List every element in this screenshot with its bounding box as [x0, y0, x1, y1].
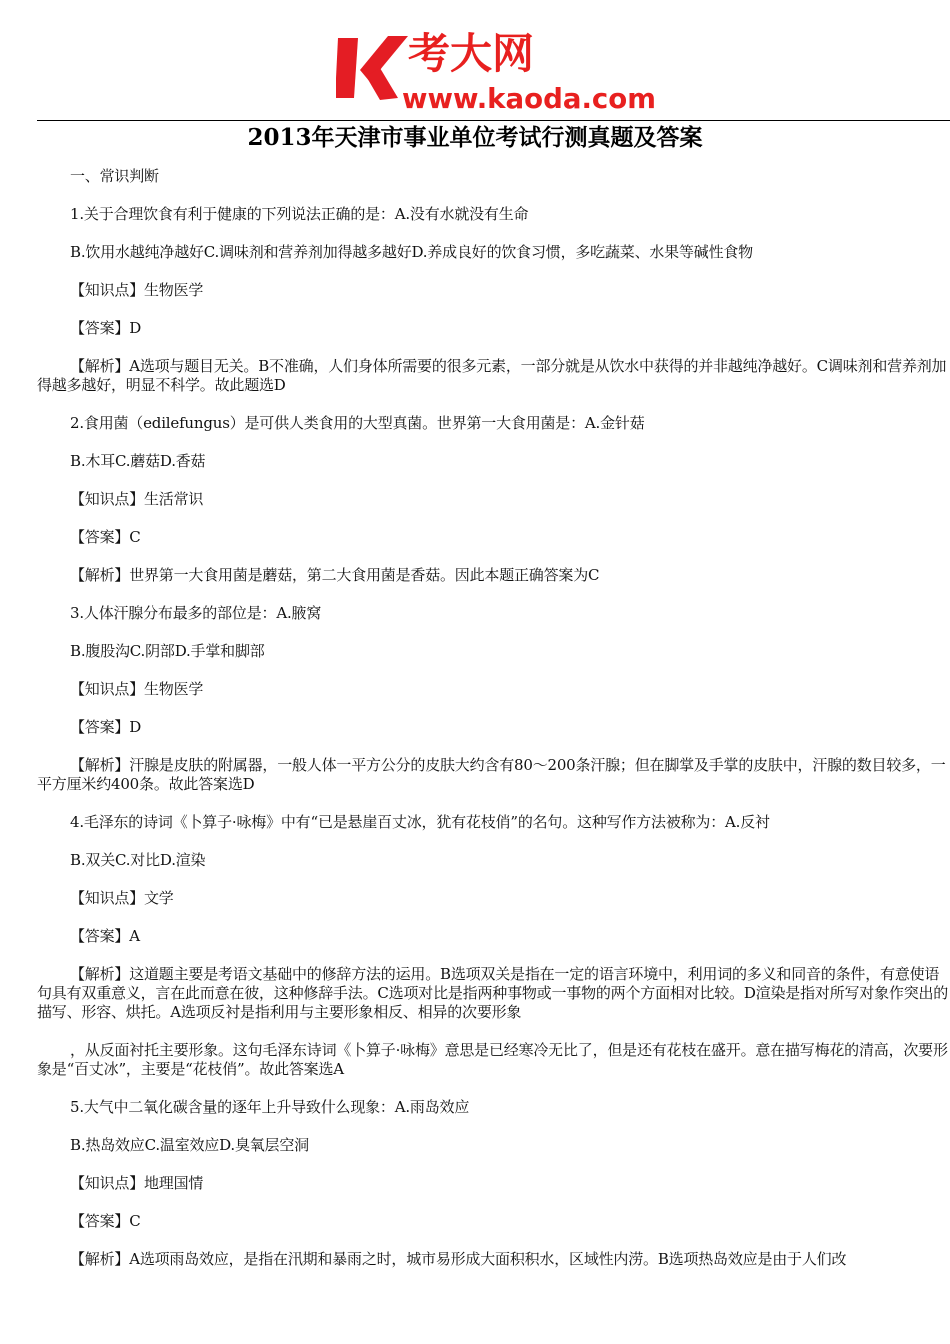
kaoda-logo[interactable]: [336, 26, 660, 114]
k-logo-mark-icon: [336, 36, 408, 100]
kaoda-logo-graphic: [336, 26, 660, 114]
document-paragraph: 【答案】C: [70, 1212, 141, 1230]
document-paragraph: 【答案】C: [70, 528, 141, 546]
document-paragraph: B.饮用水越纯净越好C.调味剂和营养剂加得越多越好D.养成良好的饮食习惯，多吃蔬菜、水果等碱性食物: [70, 243, 753, 261]
document-paragraph: 【知识点】生物医学: [70, 281, 204, 299]
document-paragraph: 2.食用菌（edilefungus）是可供人类食用的大型真菌。世界第一大食用菌是：A.金针菇: [70, 414, 645, 432]
document-paragraph: B.腹股沟C.阴部D.手掌和脚部: [70, 642, 265, 660]
document-paragraph: 5.大气中二氧化碳含量的逐年上升导致什么现象：A.雨岛效应: [70, 1098, 470, 1116]
document-paragraph: B.木耳C.蘑菇D.香菇: [70, 452, 206, 470]
document-paragraph: 【知识点】生物医学: [70, 680, 204, 698]
document-paragraph: 【答案】D: [70, 718, 142, 736]
logo-url-text: www.kaoda.com: [402, 82, 656, 114]
document-paragraph: 【知识点】地理国情: [70, 1174, 204, 1192]
document-paragraph: ，从反面衬托主要形象。这句毛泽东诗词《卜算子·咏梅》意思是已经寒冷无比了，但是还有花枝在盛开。意在描写梅花的清高，次要形象是“百丈冰”，主要是“花枝俏”。故此答案选A: [37, 1041, 948, 1078]
document-paragraph: 1.关于合理饮食有利于健康的下列说法正确的是：A.没有水就没有生命: [70, 205, 529, 223]
document-paragraph: 【答案】A: [70, 927, 140, 945]
document-paragraph: 一、常识判断: [70, 167, 159, 185]
document-paragraph: 【答案】D: [70, 319, 142, 337]
document-paragraph: 4.毛泽东的诗词《卜算子·咏梅》中有“已是悬崖百丈冰，犹有花枝俏”的名句。这种写作方法被称为：A.反衬: [70, 813, 770, 831]
document-paragraph: 3.人体汗腺分布最多的部位是：A.腋窝: [70, 604, 322, 622]
document-paragraph: 【解析】A选项雨岛效应，是指在汛期和暴雨之时，城市易形成大面积积水，区域性内涝。B选项热岛效应是由于人们改: [70, 1250, 847, 1268]
document-paragraph: 【知识点】文学: [70, 889, 174, 907]
document-paragraph: 【解析】世界第一大食用菌是蘑菇，第二大食用菌是香菇。因此本题正确答案为C: [70, 566, 600, 584]
document-paragraph: 【解析】A选项与题目无关。B不准确，人们身体所需要的很多元素，一部分就是从饮水中获得的并非越纯净越好。C调味剂和营养剂加得越多越好，明显不科学。故此题选D: [37, 357, 947, 394]
document-paragraph: B.热岛效应C.温室效应D.臭氧层空洞: [70, 1136, 309, 1154]
document-paragraph: 【解析】这道题主要是考语文基础中的修辞方法的运用。B选项双关是指在一定的语言环境中，利用词的多义和同音的条件，有意使语句具有双重意义，言在此而意在彼，这种修辞手法。C选项对比是指两种事物或一事物的两个方面相对比较。D渲染是指对所写对象作突出的描写、形容、烘托。A选项反衬是指利用与主要形象相反、相异的次要形象: [37, 965, 949, 1021]
document-paragraph: B.双关C.对比D.渲染: [70, 851, 206, 869]
document-paragraph: 【解析】汗腺是皮肤的附属器，一般人体一平方公分的皮肤大约含有80～200条汗腺；但在脚掌及手掌的皮肤中，汗腺的数目较多，一平方厘米约400条。故此答案选D: [37, 756, 946, 793]
document-body: [37, 167, 950, 1288]
page-header: [0, 0, 950, 122]
document-paragraph: 【知识点】生活常识: [70, 490, 204, 508]
logo-main-text: 考大网: [408, 29, 535, 78]
document-title: 2013年天津市事业单位考试行测真题及答案: [247, 124, 703, 151]
header-divider: [37, 120, 950, 121]
